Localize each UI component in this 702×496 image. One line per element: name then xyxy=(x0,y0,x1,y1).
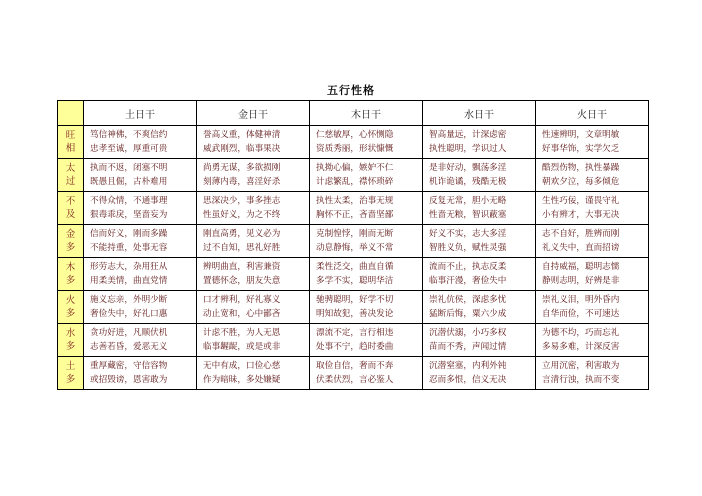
trait-cell xyxy=(197,291,310,324)
trait-cell xyxy=(310,192,423,225)
trait-line: 作为暗昧，多处嫌疑 xyxy=(203,375,281,385)
trait-line: 礼义失中，直而招谤 xyxy=(542,243,620,253)
trait-cell xyxy=(197,324,310,357)
trait-cell xyxy=(197,159,310,192)
trait-line: 资质秀丽，形状慷慨 xyxy=(316,144,394,154)
trait-line: 辨明曲直，利害兼资 xyxy=(203,262,281,272)
trait-line: 计虑不胜，为人无恩 xyxy=(203,328,281,338)
trait-line: 反复无常，胆小无略 xyxy=(429,196,507,206)
trait-line: 性虽好义，为之不终 xyxy=(203,210,281,220)
trait-line: 誉高义重，体健神清 xyxy=(203,130,281,140)
trait-line: 笃信神佛，不爽信约 xyxy=(90,130,168,140)
trait-cell xyxy=(536,225,649,258)
trait-line: 无中有成，口俭心慈 xyxy=(203,361,281,371)
trait-line: 言清行浊，执而不变 xyxy=(542,375,620,385)
trait-cell xyxy=(423,357,536,390)
row-header-char: 不 xyxy=(65,196,76,207)
trait-line: 沉潜窒塞，内利外钝 xyxy=(429,361,507,371)
trait-line: 志善若昏，爱恶无义 xyxy=(90,342,168,352)
trait-line: 克制惶悖，刚而无断 xyxy=(316,229,394,239)
trait-cell xyxy=(197,258,310,291)
trait-line: 明知故犯，善决发论 xyxy=(316,309,394,319)
trait-line: 威武刚烈，临事果决 xyxy=(203,144,281,154)
trait-cell xyxy=(197,126,310,159)
trait-cell xyxy=(423,126,536,159)
trait-cell xyxy=(310,159,423,192)
table-row xyxy=(58,126,649,159)
row-header-char: 及 xyxy=(65,209,76,220)
trait-line: 智胜义负，赋性灵强 xyxy=(429,243,507,253)
row-header-char: 水 xyxy=(65,328,76,339)
trait-line: 酷烈伤物，执性暴躁 xyxy=(542,163,620,173)
header-row xyxy=(58,101,649,126)
trait-cell xyxy=(536,258,649,291)
trait-line: 忠孝至诚，厚重可贵 xyxy=(90,144,168,154)
trait-line: 既愚且倔，古朴难用 xyxy=(90,177,168,187)
row-header xyxy=(58,291,84,324)
trait-cell xyxy=(84,159,197,192)
trait-line: 临事汗漫，奢俭失中 xyxy=(429,276,507,286)
row-header-char: 土 xyxy=(65,361,76,372)
trait-cell xyxy=(310,291,423,324)
trait-line: 自持威福，聪明志懦 xyxy=(542,262,620,272)
row-header xyxy=(58,192,84,225)
trait-cell xyxy=(536,192,649,225)
row-header xyxy=(58,258,84,291)
trait-line: 执拗心偏，嫉妒不仁 xyxy=(316,163,394,173)
column-header: 木日干 xyxy=(310,101,423,126)
trait-line: 苗而不秀，声闻过情 xyxy=(429,342,507,352)
trait-cell xyxy=(84,324,197,357)
trait-cell xyxy=(536,159,649,192)
trait-line: 柔性泛交，曲直自循 xyxy=(316,262,394,272)
table-row xyxy=(58,324,649,357)
row-header-char: 旺 xyxy=(65,130,76,141)
trait-cell xyxy=(423,192,536,225)
trait-cell xyxy=(536,126,649,159)
trait-line: 胸怀不正，吝啬坚鄙 xyxy=(316,210,394,220)
trait-cell xyxy=(536,324,649,357)
trait-line: 临事龌龊，或是或非 xyxy=(203,342,281,352)
table-row xyxy=(58,159,649,192)
trait-cell xyxy=(536,291,649,324)
trait-cell xyxy=(423,258,536,291)
trait-line: 静则志明，好辨是非 xyxy=(542,276,620,286)
trait-cell xyxy=(310,258,423,291)
trait-cell xyxy=(84,225,197,258)
trait-line: 是非好动，飘荡多淫 xyxy=(429,163,507,173)
five-elements-table xyxy=(57,100,649,390)
trait-line: 伏柔伏烈，言必鉴人 xyxy=(316,375,394,385)
row-header-char: 多 xyxy=(65,341,76,352)
trait-line: 机诈诡谲，残酷无极 xyxy=(429,177,507,187)
trait-line: 施义忘亲，外明少断 xyxy=(90,295,168,305)
row-header xyxy=(58,324,84,357)
trait-cell xyxy=(536,357,649,390)
trait-cell xyxy=(197,357,310,390)
trait-line: 动止宽和，心中鄙吝 xyxy=(203,309,281,319)
row-header-char: 过 xyxy=(65,176,76,187)
trait-line: 不得众情，不通事理 xyxy=(90,196,168,206)
row-header-char: 相 xyxy=(65,143,76,154)
row-header-char: 火 xyxy=(65,295,76,306)
table-row xyxy=(58,258,649,291)
trait-line: 执性太柔，治事无规 xyxy=(316,196,394,206)
trait-line: 贪功好进，凡顺伏机 xyxy=(90,328,168,338)
trait-cell xyxy=(310,324,423,357)
trait-line: 执而不返，闭塞不明 xyxy=(90,163,168,173)
corner-cell xyxy=(58,101,84,126)
page-title: 五行性格 xyxy=(327,84,375,97)
trait-line: 忍而多恨，信义无决 xyxy=(429,375,507,385)
trait-line: 为德不均，巧而忘礼 xyxy=(542,328,620,338)
trait-cell xyxy=(197,225,310,258)
trait-line: 好事华饰，实学欠乏 xyxy=(542,144,620,154)
trait-line: 刻薄内毒，喜淫好杀 xyxy=(203,177,281,187)
trait-cell xyxy=(310,126,423,159)
row-header-char: 金 xyxy=(65,229,76,240)
trait-cell xyxy=(423,225,536,258)
trait-line: 好义不实，志大多淫 xyxy=(429,229,507,239)
trait-line: 智高量远，计深虑密 xyxy=(429,130,507,140)
trait-line: 取俭自信，奢而不奔 xyxy=(316,361,394,371)
trait-line: 信而好义，刚而多躁 xyxy=(90,229,168,239)
column-header: 火日干 xyxy=(536,101,649,126)
trait-line: 多学不实，聪明华洁 xyxy=(316,276,394,286)
trait-cell xyxy=(84,291,197,324)
trait-line: 多易多难，计深反害 xyxy=(542,342,620,352)
trait-line: 小有辨才，大事无决 xyxy=(542,210,620,220)
trait-line: 重厚藏密，守信容物 xyxy=(90,361,168,371)
trait-line: 性速辨明，文章明敏 xyxy=(542,130,620,140)
table-row xyxy=(58,357,649,390)
row-header xyxy=(58,159,84,192)
trait-line: 过不自知，思礼好胜 xyxy=(203,243,281,253)
table-row xyxy=(58,225,649,258)
trait-line: 狠毒乖戾，坚啬妄为 xyxy=(90,210,168,220)
trait-line: 猛断后悔，粟六少成 xyxy=(429,309,507,319)
trait-line: 志不自好，胜辨而刚 xyxy=(542,229,620,239)
trait-line: 口才辨利，好礼寡义 xyxy=(203,295,281,305)
column-header: 金日干 xyxy=(197,101,310,126)
trait-line: 思深决少，事多挫志 xyxy=(203,196,281,206)
row-header xyxy=(58,225,84,258)
trait-line: 崇礼伉侯，深虑多忧 xyxy=(429,295,507,305)
table-row xyxy=(58,291,649,324)
column-header: 土日干 xyxy=(84,101,197,126)
trait-line: 驰骋聪明，好学不切 xyxy=(316,295,394,305)
row-header-char: 多 xyxy=(65,275,76,286)
row-header-char: 多 xyxy=(65,242,76,253)
trait-line: 动息静悔，举义不常 xyxy=(316,243,394,253)
table-row xyxy=(58,192,649,225)
trait-line: 置德怀念，朋友失意 xyxy=(203,276,281,286)
trait-cell xyxy=(197,192,310,225)
trait-cell xyxy=(310,357,423,390)
row-header-char: 太 xyxy=(65,163,76,174)
row-header xyxy=(58,357,84,390)
row-header xyxy=(58,126,84,159)
trait-line: 计虑繁乱，襟怀琐碎 xyxy=(316,177,394,187)
trait-line: 自华而俭，不可速达 xyxy=(542,309,620,319)
trait-cell xyxy=(310,225,423,258)
trait-line: 形劳志大，杂用狂从 xyxy=(90,262,168,272)
trait-line: 流而不止，执志反柔 xyxy=(429,262,507,272)
trait-line: 朝欢夕泣，每多倾危 xyxy=(542,177,620,187)
trait-line: 用柔美情，曲直党情 xyxy=(90,276,168,286)
trait-cell xyxy=(84,126,197,159)
trait-line: 性啬无粮，智识蔽塞 xyxy=(429,210,507,220)
trait-line: 仁慈敏厚，心怀恻隐 xyxy=(316,130,394,140)
column-header: 水日干 xyxy=(423,101,536,126)
trait-line: 尚勇无谋，多欲损刚 xyxy=(203,163,281,173)
trait-line: 执性聪明，学识过人 xyxy=(429,144,507,154)
trait-line: 崇礼义泪，明外昏内 xyxy=(542,295,620,305)
row-header-char: 木 xyxy=(65,262,76,273)
trait-line: 沉潜伏溺，小巧多权 xyxy=(429,328,507,338)
trait-cell xyxy=(423,291,536,324)
trait-cell xyxy=(84,258,197,291)
trait-line: 立用沉密，利害敢为 xyxy=(542,361,620,371)
trait-line: 漂流不定，言行相违 xyxy=(316,328,394,338)
trait-line: 生性巧佞，谨畏守礼 xyxy=(542,196,620,206)
trait-line: 奢俭失中，好礼口惠 xyxy=(90,309,168,319)
row-header-char: 多 xyxy=(65,308,76,319)
trait-cell xyxy=(423,159,536,192)
trait-line: 刚直高勇，见义必为 xyxy=(203,229,281,239)
trait-line: 或招毁谤，恩害敢为 xyxy=(90,375,168,385)
row-header-char: 多 xyxy=(65,374,76,385)
trait-cell xyxy=(84,192,197,225)
trait-line: 处事不宁，趋时委曲 xyxy=(316,342,394,352)
trait-cell xyxy=(423,324,536,357)
trait-line: 不能持重，处事无容 xyxy=(90,243,168,253)
trait-cell xyxy=(84,357,197,390)
